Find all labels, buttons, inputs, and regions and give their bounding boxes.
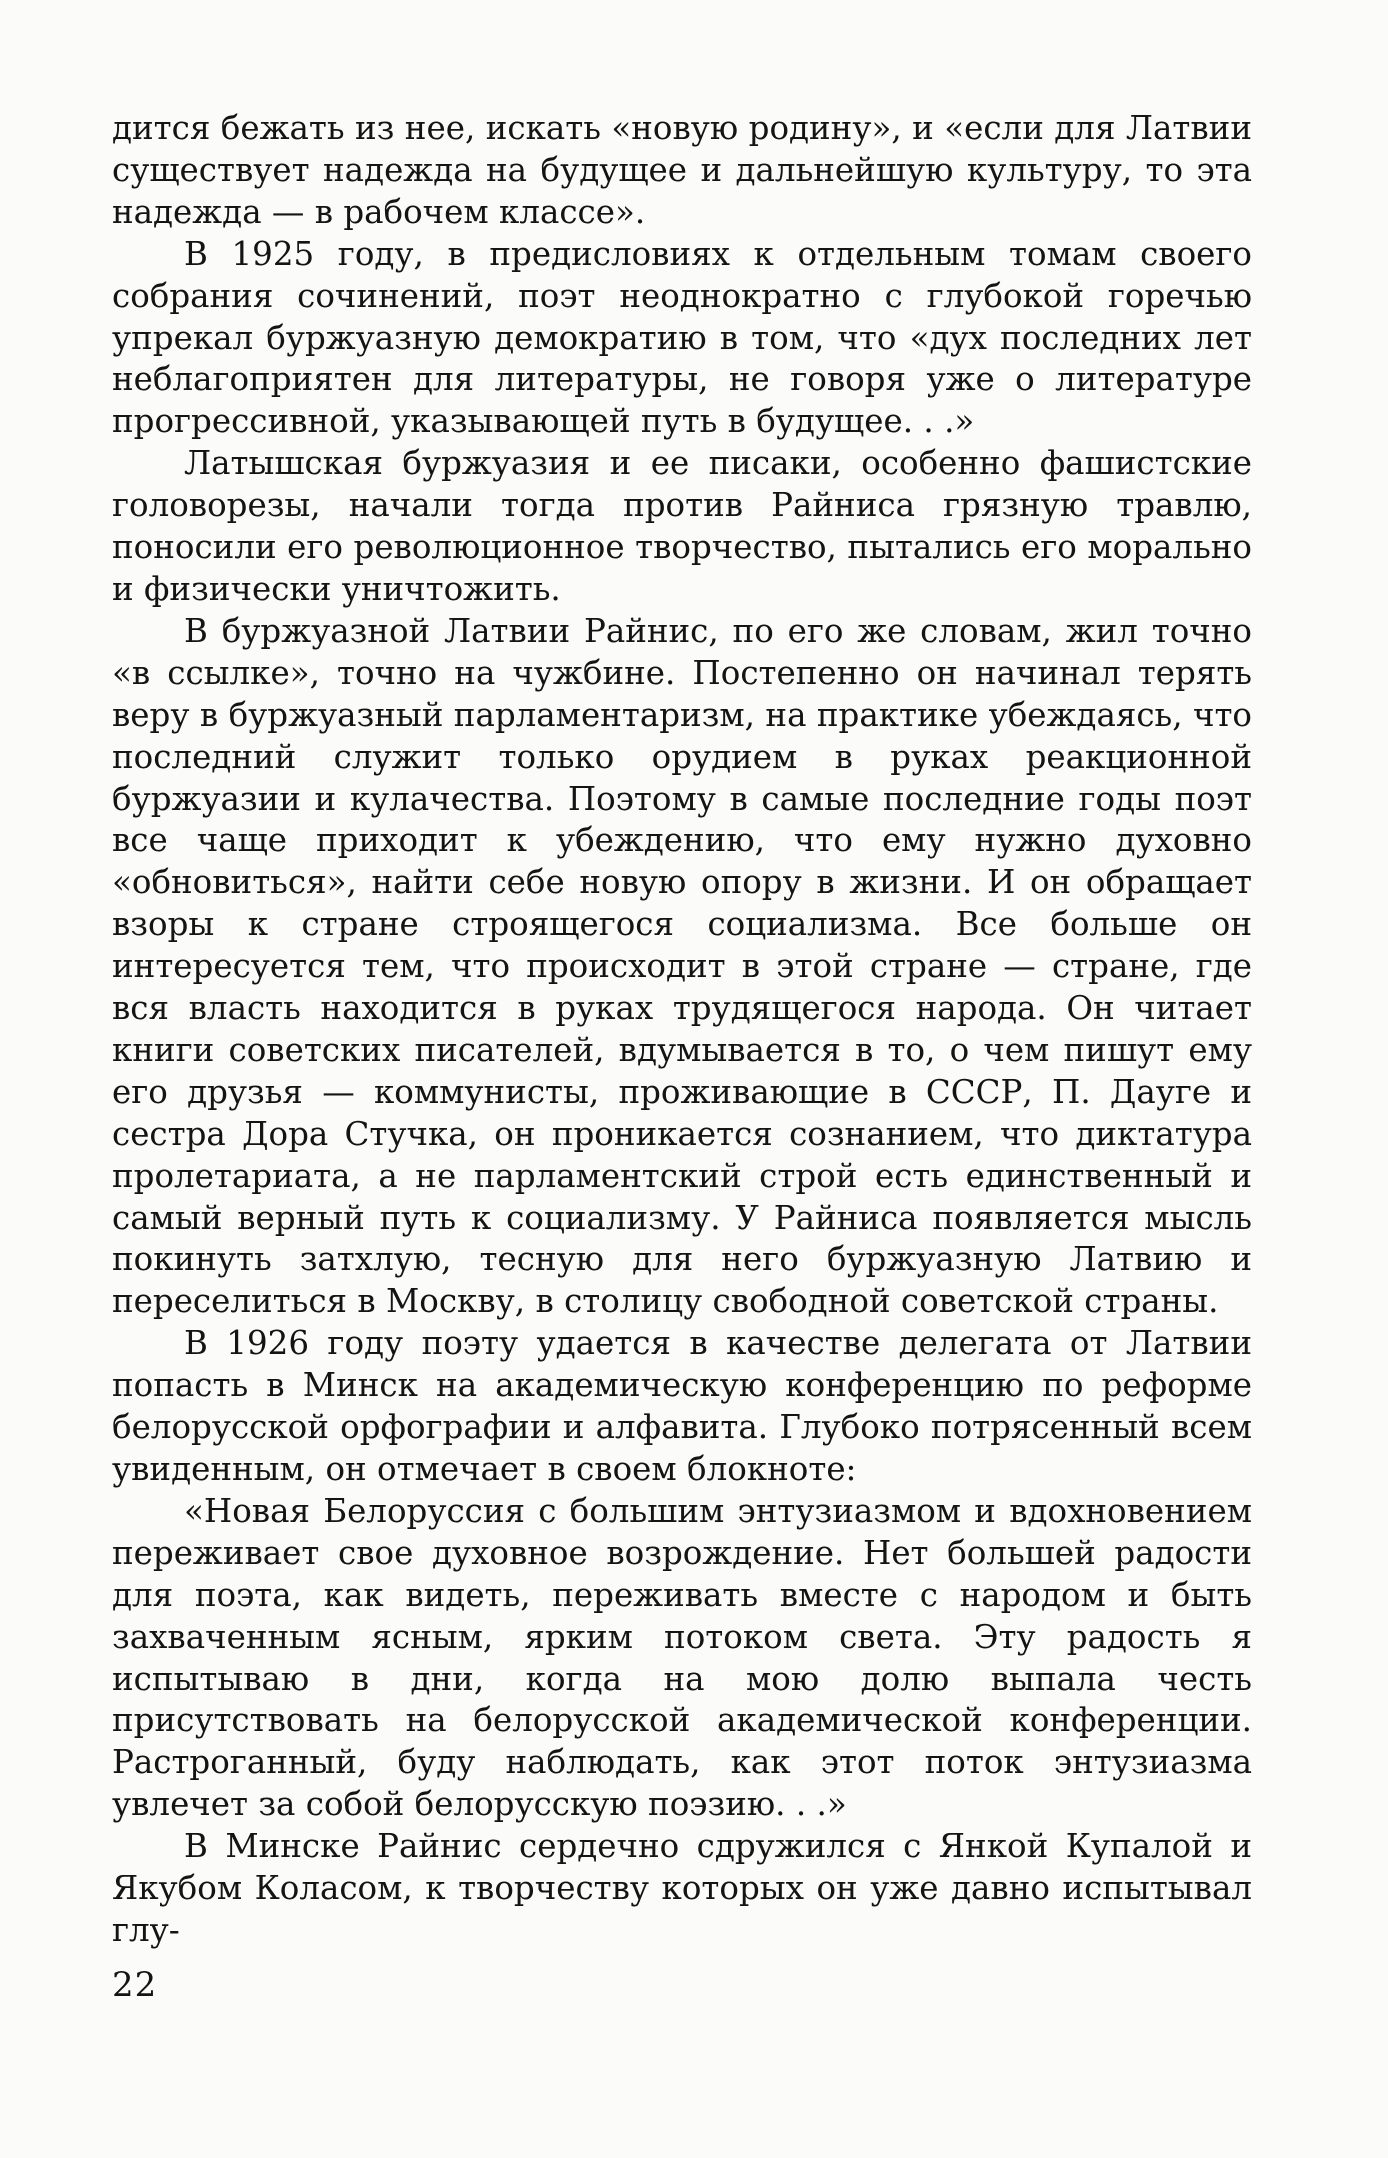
quote-paragraph: «Новая Белоруссия с большим энтузиазмом и вдохновением переживает свое духовное возрождение. Нет большей радости для поэта, как видеть, переживать вместе с народом и быть захваченным ясным, ярким потоком света. Эту радость я испытываю в дни, когда на мою долю выпала честь присутствовать на белорусской академической конференции. Растроганный, буду наблюдать, как этот поток энтузиазма увлечет за собой белорусскую поэзию. . .» <box>112 1491 1252 1824</box>
paragraph-4: В буржуазной Латвии Райнис, по его же словам, жил точно «в ссылке», точно на чужбине. Постепенно он начинал терять веру в буржуазный парламентаризм, на практике убеждаясь, что последний служит только орудием в руках реакционной буржуазии и кулачества. Поэтому в самые последние годы поэт все чаще приходит к убеждению, что ему нужно духовно «обновиться», найти себе новую опору в жизни. И он обращает взоры к стране строящегося социализма. Все больше он интересуется тем, что происходит в этой стране — стране, где вся власть находится в руках трудящегося народа. Он читает книги советских писателей, вдумывается в то, о чем пишут ему его друзья — коммунисты, проживающие в СССР, П. Дауге и сестра Дора Стучка, он проникается сознанием, что диктатура пролетариата, а не парламентский строй есть единственный и самый верный путь к социализму. У Райниса появляется мысль покинуть затхлую, тесную для него буржуазную Латвию и переселиться в Москву, в столицу свободной советской страны. <box>112 611 1252 1321</box>
page-number: 22 <box>112 1965 158 2005</box>
page-body-text <box>112 108 1252 1952</box>
paragraph-3: Латышская буржуазия и ее писаки, особенно фашистские головорезы, начали тогда против Райниса грязную травлю, поносили его революционное творчество, пытались его морально и физически уничтожить. <box>112 444 1252 608</box>
paragraph-2: В 1925 году, в предисловиях к отдельным томам своего собрания сочинений, поэт неоднократно с глубокой горечью упрекал буржуазную демократию в том, что «дух последних лет неблагоприятен для литературы, не говоря уже о литературе прогрессивной, указывающей путь в будущее. . .» <box>112 234 1252 441</box>
paragraph-7: В Минске Райнис сердечно сдружился с Янкой Купалой и Якубом Коласом, к творчеству которых он уже давно испытывал глу- <box>112 1827 1252 1949</box>
paragraph-1: дится бежать из нее, искать «новую родину», и «если для Латвии существует надежда на будущее и дальнейшую культуру, то эта надежда — в рабочем классе». <box>112 109 1252 231</box>
paragraph-5: В 1926 году поэту удается в качестве делегата от Латвии попасть в Минск на академическую конференцию по реформе белорусской орфографии и алфавита. Глубоко потрясенный всем увиденным, он отмечает в своем блокноте: <box>112 1324 1252 1488</box>
